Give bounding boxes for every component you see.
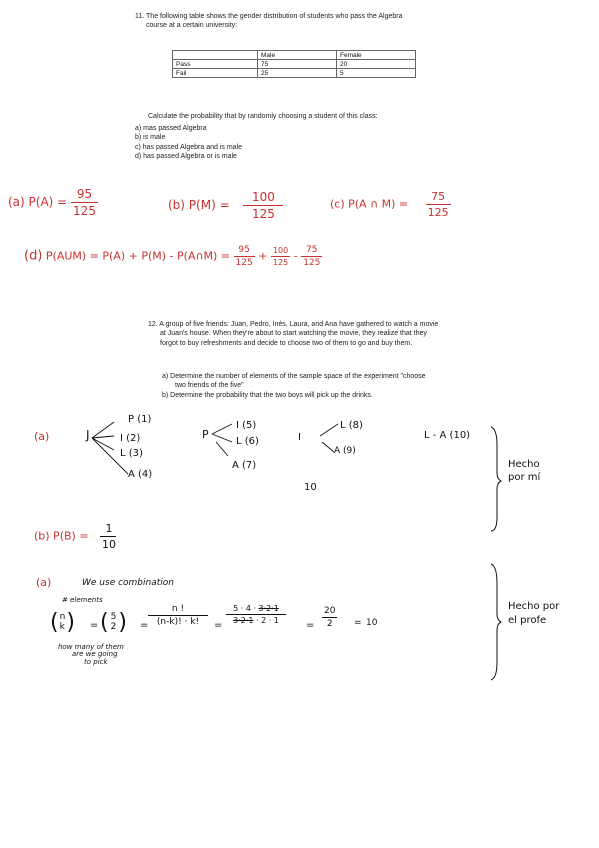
brace-right bbox=[488, 562, 502, 682]
answer-11a: (a) P(A) = $\frac{95}{125}$ bbox=[8, 187, 96, 218]
table-row bbox=[173, 69, 416, 78]
tree-root-p: P bbox=[202, 428, 209, 441]
tree-node: P (1) bbox=[128, 414, 152, 425]
tree-node: L - A (10) bbox=[424, 430, 471, 441]
table-cell: Pass bbox=[173, 60, 258, 69]
fraction: $\frac{1}{10}$ bbox=[102, 522, 117, 551]
list-item: two friends of the five" bbox=[175, 382, 244, 390]
comb-a-label: (a) bbox=[36, 576, 52, 589]
list-item: c) has passed Algebra and is male bbox=[135, 143, 243, 151]
tree-a-label: (a) bbox=[34, 430, 50, 443]
comb-heading: We use combination bbox=[82, 578, 174, 588]
q12-items bbox=[162, 372, 426, 400]
answer-11c: (c) P(A ∩ M) = $\frac{75}{125}$ bbox=[330, 190, 449, 219]
elements-note: # elements bbox=[62, 596, 103, 604]
q11-instruction: Calculate the probability that by randomly choosing a student of this class: bbox=[148, 113, 378, 120]
gender-table bbox=[172, 50, 416, 78]
brace-right bbox=[488, 425, 502, 533]
table-cell: Fail bbox=[173, 69, 258, 78]
table-row bbox=[173, 51, 416, 60]
tree-total: 10 bbox=[304, 482, 317, 493]
table-cell: Female bbox=[337, 51, 416, 60]
binom-nk: ( n k ) bbox=[50, 610, 75, 635]
binom-5-2: ( 5 2 ) bbox=[100, 610, 127, 635]
list-item: a) Determine the number of elements of the sample space of the experiment "choose bbox=[162, 373, 426, 380]
list-item: d) has passed Algebra or is male bbox=[135, 153, 237, 161]
list-item: a) mas passed Algebra bbox=[135, 125, 207, 132]
table-row bbox=[173, 60, 416, 69]
table-cell: 20 bbox=[337, 60, 416, 69]
table-cell bbox=[173, 51, 258, 60]
pick-note: how many of them are we going to pick bbox=[58, 643, 124, 666]
list-item: b) Determine the probability that the two boys will pick up the drinks. bbox=[162, 391, 373, 399]
tree-root-i: I bbox=[298, 432, 301, 443]
expanded-fraction: $\frac{5 \cdot 4 \cdot 3\cdot 2\cdot 1}{3\cdot 2\cdot 1 \cdot 2 \cdot 1}$ bbox=[226, 604, 286, 625]
answer-11d: (d) P(AUM) = P(A) + P(M) - P(A∩M) = $\frac{95}{125}$ + $\frac{100}{125}$ - $\frac{75}{125}$ bbox=[24, 245, 321, 268]
tree-node: L (3) bbox=[120, 448, 143, 459]
fraction: $\frac{100}{125}$ bbox=[243, 190, 283, 221]
factorial-fraction: $\frac{n !}{(n-k)! \cdot k!}$ bbox=[148, 604, 208, 627]
table-cell: Male bbox=[258, 51, 337, 60]
tree-node: L (6) bbox=[236, 436, 259, 447]
gender-table-grid bbox=[172, 50, 416, 78]
fraction: $\frac{95}{125}$ bbox=[235, 245, 253, 268]
q12-heading: 12. A group of five friends: Juan, Pedro, Inés, Laura, and Ana have gathered to watch a movie at Juan's house. When they're about to start watching the movie, they realize that they forgot to buy refreshments and decide to choose two of them to go and buy them. bbox=[148, 321, 439, 347]
answer-12b: (b) P(B) = $\frac{1}{10}$ bbox=[34, 522, 117, 551]
table-cell: 25 bbox=[258, 69, 337, 78]
table-cell: 5 bbox=[337, 69, 416, 78]
tree-node: A (4) bbox=[128, 469, 153, 480]
fraction: $\frac{95}{125}$ bbox=[73, 187, 96, 218]
fraction: $\frac{75}{125}$ bbox=[303, 245, 321, 268]
fraction: $\frac{75}{125}$ bbox=[427, 190, 449, 219]
tree-node: L (8) bbox=[340, 420, 363, 431]
brace1-note: Hecho por mí bbox=[508, 459, 541, 483]
table-cell: 75 bbox=[258, 60, 337, 69]
fraction: $\frac{100}{125}$ bbox=[272, 246, 289, 267]
tree-node: I (2) bbox=[120, 433, 141, 444]
list-item: b) is male bbox=[135, 134, 166, 142]
q11-items bbox=[135, 124, 242, 162]
tree-node: I (5) bbox=[236, 420, 257, 431]
comb-result: 10 bbox=[366, 618, 378, 628]
tree-root-j: J bbox=[86, 428, 90, 442]
twenty-over-two: $\frac{20}{2}$ bbox=[324, 606, 336, 629]
brace2-note: Hecho por el profe bbox=[508, 601, 560, 626]
q11-heading: 11. The following table shows the gender distribution of students who pass the Algebra course at a certain university: bbox=[135, 13, 403, 30]
answer-11b: (b) P(M) = $\frac{100}{125}$ bbox=[168, 190, 283, 221]
tree-node: A (9) bbox=[334, 446, 356, 456]
tree-node: A (7) bbox=[232, 460, 257, 471]
